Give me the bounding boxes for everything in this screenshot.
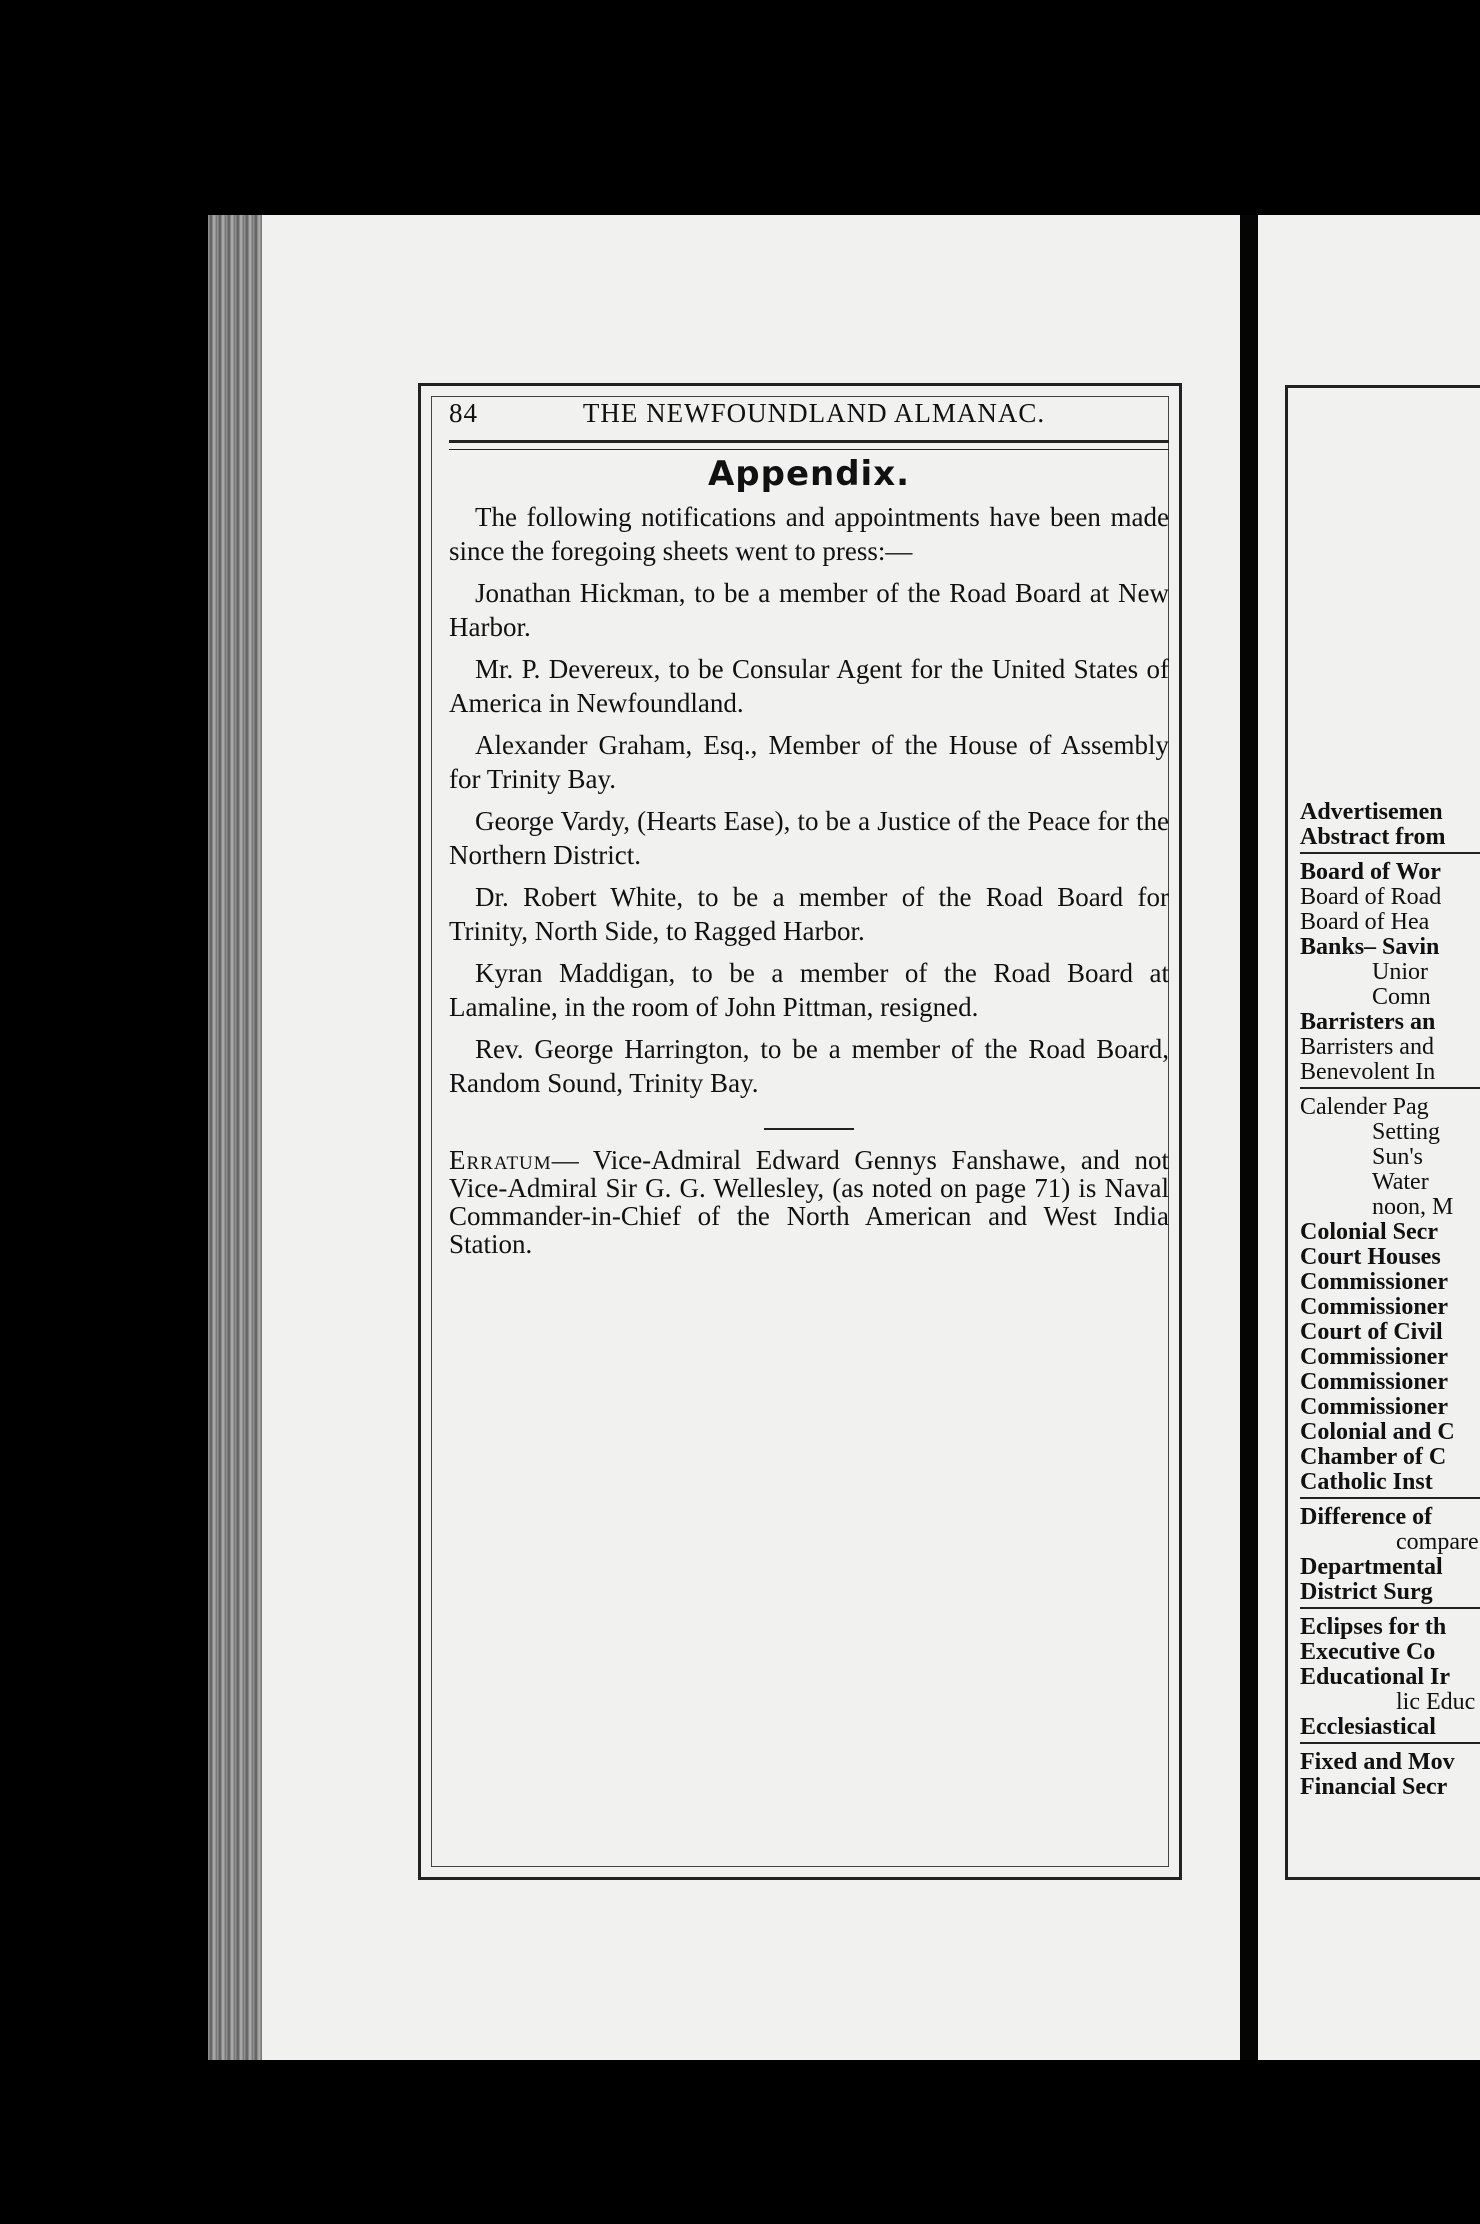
- paragraph: Jonathan Hickman, to be a member of the Road Board at New Harbor.: [449, 578, 1169, 642]
- page-header: [449, 398, 1179, 434]
- index-group: [1300, 1615, 1480, 1744]
- index-entry: District Surg: [1300, 1579, 1433, 1605]
- index-entry: Educational Ir: [1300, 1664, 1451, 1690]
- index-entry: Colonial and C: [1300, 1419, 1455, 1445]
- index-entry: Eclipses for th: [1300, 1614, 1447, 1640]
- paragraph: Kyran Maddigan, to be a member of the Road Board at Lamaline, in the room of John Pittman, resigned.: [449, 958, 1169, 1022]
- index-entry: Commissioner: [1300, 1294, 1448, 1320]
- page-number: 84: [449, 398, 478, 428]
- index-entry: Board of Wor: [1300, 859, 1441, 885]
- index-group: [1300, 1095, 1480, 1499]
- index-entry: Banks– Savin: [1300, 934, 1440, 960]
- erratum-label: Erratum: [449, 1145, 552, 1175]
- page-gutter: [1240, 215, 1258, 2060]
- paragraph: Dr. Robert White, to be a member of the Road Board for Trinity, North Side, to Ragged Harbor.: [449, 882, 1169, 946]
- erratum-note: [449, 1146, 1169, 1258]
- index-entry: Advertisemen: [1300, 800, 1443, 825]
- index-entry: Commissioner: [1300, 1369, 1448, 1395]
- index-entry: Ecclesiastical: [1300, 1714, 1436, 1740]
- paragraph: George Vardy, (Hearts Ease), to be a Justice of the Peace for the Northern District.: [449, 806, 1169, 870]
- erratum-text: — Vice-Admiral Edward Gennys Fanshawe, and not Vice-Admiral Sir G. G. Wellesley, (as noted on page 71) is Naval Commander-in-Chief of the North American and West India Station.: [449, 1145, 1169, 1259]
- index-entry: lic Educ: [1396, 1689, 1476, 1715]
- index-entry: Calender Pag: [1300, 1094, 1429, 1120]
- index-entry: Barristers and: [1300, 1034, 1434, 1060]
- paragraph: Mr. P. Devereux, to be Consular Agent for the United States of America in Newfoundland.: [449, 654, 1169, 718]
- index-entry: Executive Co: [1300, 1639, 1436, 1665]
- index-entry: Setting: [1372, 1119, 1441, 1145]
- index-group: [1300, 1750, 1480, 1802]
- paragraph: Rev. George Harrington, to be a member of the Road Board, Random Sound, Trinity Bay.: [449, 1034, 1169, 1098]
- paragraph: The following notifications and appointments have been made since the foregoing sheets went to press:—: [449, 502, 1169, 566]
- section-title: Appendix.: [707, 454, 911, 494]
- index-group: [1300, 800, 1480, 854]
- index-entry: compare: [1396, 1529, 1479, 1555]
- section-divider: [764, 1128, 854, 1130]
- index-entry: Unior: [1372, 959, 1428, 985]
- index-entry: Fixed and Mov: [1300, 1749, 1455, 1775]
- header-rule: [449, 440, 1169, 450]
- index-entry: Sun's: [1372, 1144, 1424, 1170]
- index-entry: Board of Road: [1300, 884, 1442, 910]
- index-entry: Benevolent In: [1300, 1059, 1436, 1085]
- index-entry: Colonial Secr: [1300, 1219, 1438, 1245]
- appendix-content: [449, 452, 1169, 1258]
- index-entry: Departmental: [1300, 1554, 1443, 1580]
- index-entry: Court Houses: [1300, 1244, 1441, 1270]
- index-entry: noon, M: [1372, 1194, 1454, 1220]
- index-entry: Financial Secr: [1300, 1774, 1448, 1800]
- book-binding-edge: [208, 215, 268, 2060]
- index-entry: Barristers an: [1300, 1009, 1436, 1035]
- paragraph: Alexander Graham, Esq., Member of the House of Assembly for Trinity Bay.: [449, 730, 1169, 794]
- index-entry: Comn: [1372, 984, 1431, 1010]
- index-entry: Catholic Inst: [1300, 1469, 1433, 1495]
- index-group: [1300, 860, 1480, 1089]
- index-entry: Board of Hea: [1300, 909, 1430, 935]
- index-entry: Abstract from: [1300, 824, 1446, 850]
- index-entry: Difference of: [1300, 1504, 1433, 1530]
- index-column: [1300, 800, 1480, 1808]
- left-page-frame: [418, 383, 1182, 1880]
- index-entry: Commissioner: [1300, 1344, 1448, 1370]
- index-entry: Commissioner: [1300, 1394, 1448, 1420]
- index-entry: Commissioner: [1300, 1269, 1448, 1295]
- index-group: [1300, 1505, 1480, 1609]
- index-entry: Court of Civil: [1300, 1319, 1443, 1345]
- index-entry: Chamber of C: [1300, 1444, 1447, 1470]
- index-entry: Water: [1372, 1169, 1429, 1195]
- running-title: THE NEWFOUNDLAND ALMANAC.: [582, 398, 1046, 428]
